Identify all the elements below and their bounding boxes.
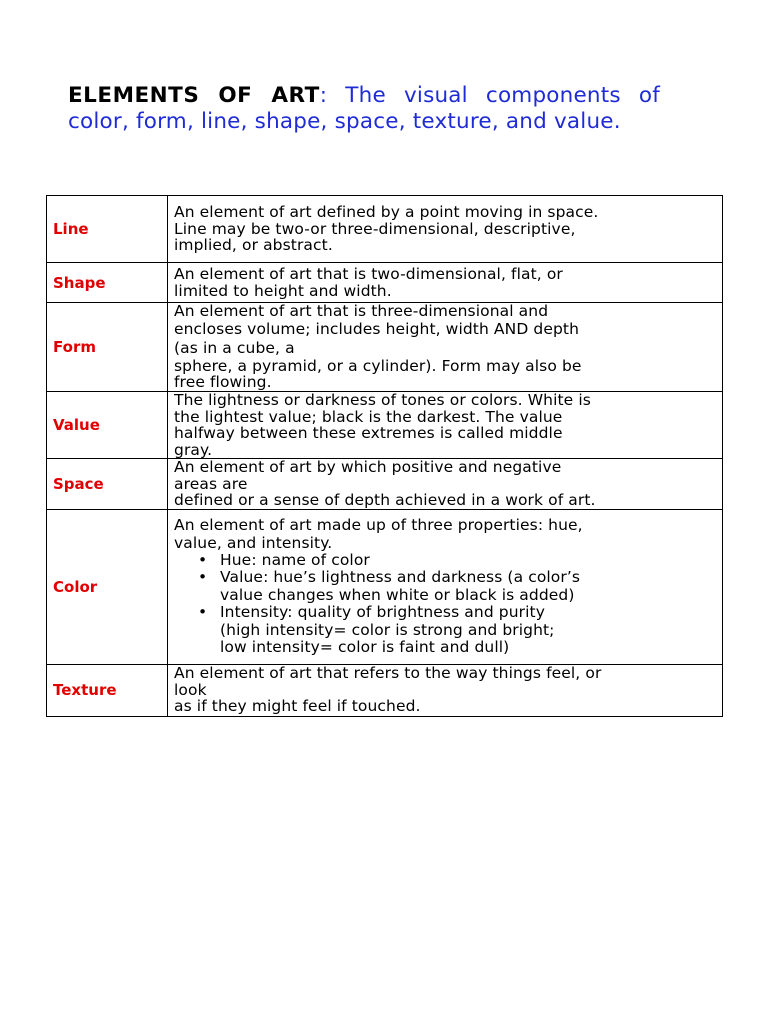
- definition-text: An element of art defined by a point moving in space.: [174, 203, 599, 222]
- heading-definition: The visual components of color, form, line, shape, space, texture, and value.: [68, 83, 660, 134]
- definition-value: [168, 392, 723, 459]
- definition-text: value, and intensity.: [174, 534, 333, 553]
- definition-text: implied, or abstract.: [174, 236, 333, 255]
- definition-text: free flowing.: [174, 373, 272, 392]
- term-color: Color: [47, 509, 168, 664]
- definition-text: look: [174, 680, 207, 699]
- definition-text: areas are: [174, 474, 248, 493]
- list-item-text: Value: hue’s lightness and darkness (a color’s: [220, 568, 581, 587]
- page-heading: [68, 83, 660, 135]
- definition-line: [168, 196, 723, 263]
- list-item-text: Intensity: quality of brightness and purity: [220, 603, 545, 622]
- definition-text: gray.: [174, 440, 213, 459]
- definition-text: The lightness or darkness of tones or colors. White is: [174, 391, 591, 409]
- bullet-icon: •: [198, 550, 208, 569]
- definition-text: An element of art that is three-dimensional and: [174, 302, 549, 321]
- definition-text: encloses volume; includes height, width AND depth: [174, 319, 580, 338]
- definition-space: [168, 459, 723, 510]
- definition-text: An element of art by which positive and negative: [174, 458, 562, 476]
- term-texture: Texture: [47, 664, 168, 716]
- term-shape: Shape: [47, 263, 168, 303]
- definition-texture: [168, 664, 723, 716]
- definition-text: the lightest value; black is the darkest. The value: [174, 407, 563, 426]
- term-space: Space: [47, 459, 168, 510]
- list-item-text: (high intensity= color is strong and bright;: [220, 620, 555, 639]
- heading-separator: :: [319, 83, 328, 108]
- list-item: [198, 552, 722, 570]
- definition-text: Line may be two-or three-dimensional, descriptive,: [174, 219, 576, 238]
- table-row-texture: [47, 664, 723, 716]
- list-item-text: low intensity= color is faint and dull): [220, 638, 510, 657]
- definition-shape: [168, 263, 723, 303]
- term-form: Form: [47, 303, 168, 392]
- table-row-form: [47, 303, 723, 392]
- bullet-icon: •: [198, 603, 208, 622]
- term-value: Value: [47, 392, 168, 459]
- definition-text: halfway between these extremes is called middle: [174, 424, 563, 442]
- table-row-shape: [47, 263, 723, 303]
- color-properties-list: [174, 552, 722, 657]
- table-row-value: [47, 392, 723, 459]
- list-item: [198, 604, 722, 657]
- definition-text: An element of art that is two-dimensional, flat, or: [174, 265, 563, 283]
- term-line: Line: [47, 196, 168, 263]
- definition-text: defined or a sense of depth achieved in a work of art.: [174, 491, 596, 509]
- table-row-color: [47, 509, 723, 664]
- definition-text: An element of art made up of three properties: hue,: [174, 516, 583, 535]
- definition-text: as if they might feel if touched.: [174, 697, 421, 716]
- list-item-text: value changes when white or black is added): [220, 585, 575, 604]
- table-row-space: [47, 459, 723, 510]
- definition-text: limited to height and width.: [174, 281, 392, 300]
- heading-term: ELEMENTS OF ART: [68, 83, 320, 108]
- list-item-text: Hue: name of color: [220, 550, 370, 569]
- bullet-icon: •: [198, 568, 208, 587]
- table-row-line: [47, 196, 723, 263]
- definition-text: (as in a cube, a: [174, 338, 295, 357]
- elements-table: [46, 195, 723, 717]
- definition-color: [168, 509, 723, 664]
- list-item: [198, 569, 722, 604]
- definition-text: An element of art that refers to the way things feel, or: [174, 664, 602, 683]
- definition-text: sphere, a pyramid, or a cylinder). Form may also be: [174, 356, 582, 375]
- definition-form: [168, 303, 723, 392]
